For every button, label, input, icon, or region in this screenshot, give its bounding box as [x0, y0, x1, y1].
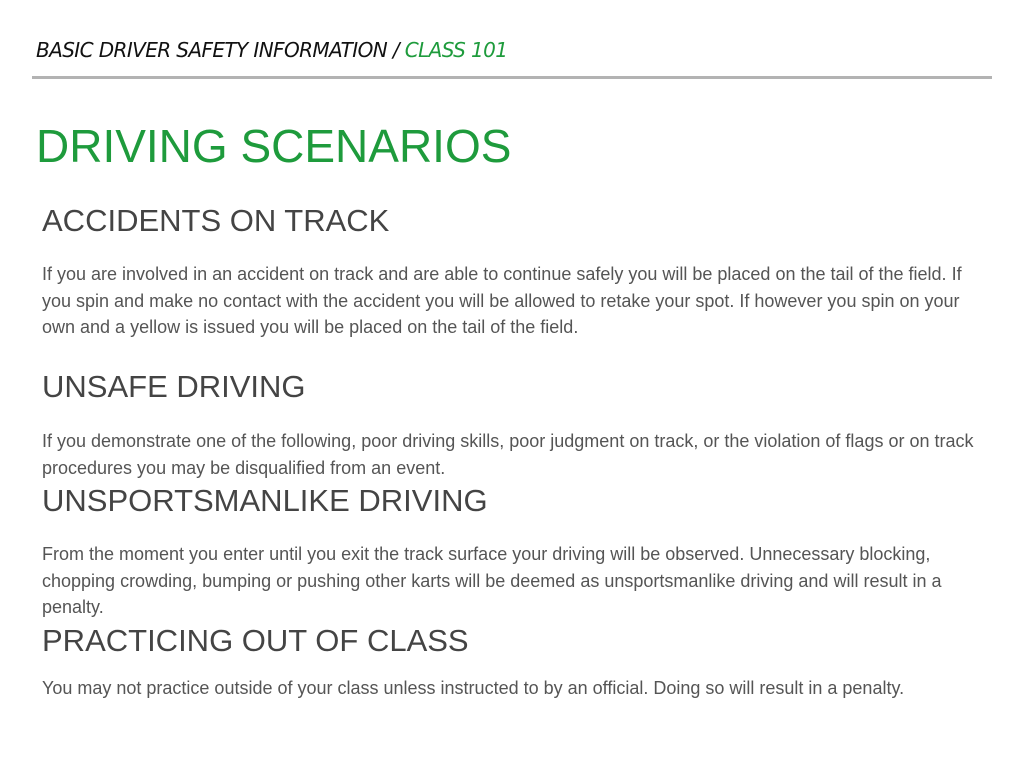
page-title: DRIVING SCENARIOS	[36, 120, 512, 172]
section-body-accidents-on-track: If you are involved in an accident on track and are able to continue safely you will be placed on the tail of the field. If you spin and make no contact with the accident you will be allowed to retake your spot. If however you spin on your own and a yellow is issued you will be placed on the tail of the field.	[42, 264, 962, 337]
slide-header	[36, 38, 507, 62]
header-divider	[32, 76, 992, 79]
section-heading-practicing-out-of-class: PRACTICING OUT OF CLASS	[42, 623, 469, 658]
header-text: BASIC DRIVER SAFETY INFORMATION /	[36, 38, 405, 62]
section-body-unsportsmanlike-driving: From the moment you enter until you exit the track surface your driving will be observed. Unnecessary blocking, chopping crowding, bumping or pushing other karts will be deemed as unsportsmanlike driving and will result in a penalty.	[42, 544, 942, 617]
header-class-label: CLASS 101	[404, 38, 508, 62]
section-heading-unsportsmanlike-driving: UNSPORTSMANLIKE DRIVING	[42, 483, 488, 518]
section-heading-unsafe-driving: UNSAFE DRIVING	[42, 369, 306, 404]
section-body-unsafe-driving: If you demonstrate one of the following, poor driving skills, poor judgment on track, or the violation of flags or on track procedures you may be disqualified from an event.	[42, 431, 974, 478]
section-body-practicing-out-of-class: You may not practice outside of your class unless instructed to by an official. Doing so will result in a penalty.	[42, 678, 905, 698]
section-heading-accidents-on-track: ACCIDENTS ON TRACK	[42, 203, 390, 238]
